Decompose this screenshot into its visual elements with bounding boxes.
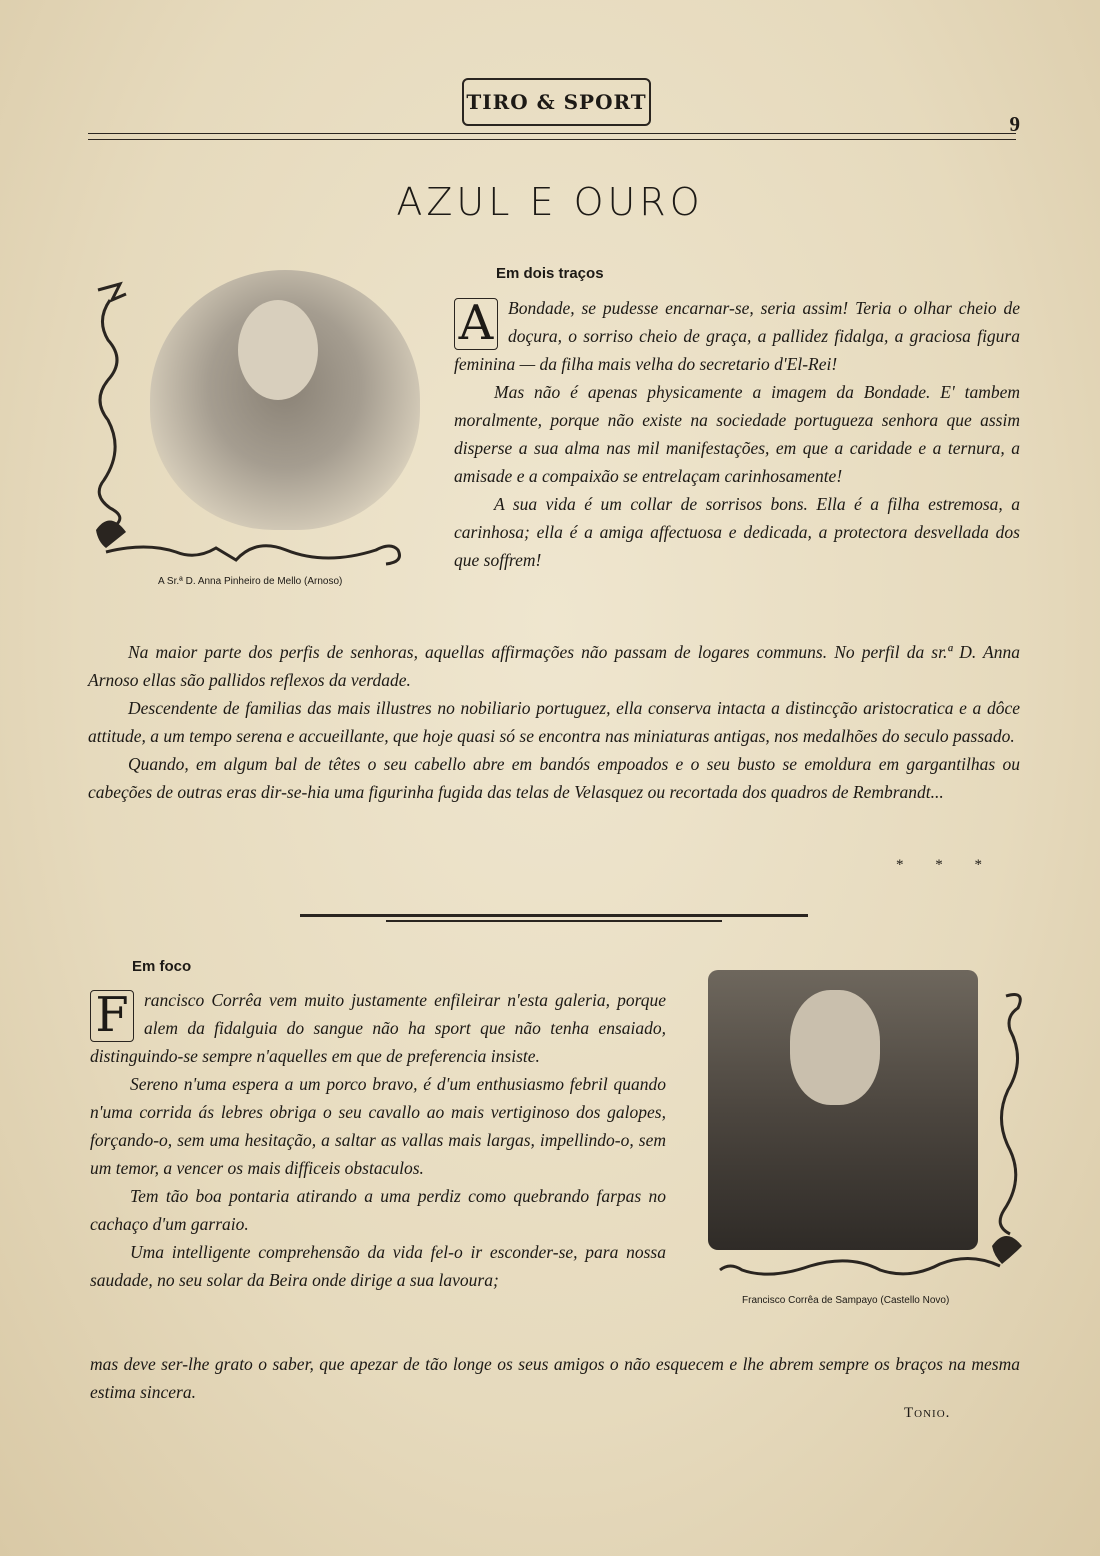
paragraph: A Bondade, se pudesse encarnar-se, seria assim! Teria o olhar cheio de doçura, o sorriso cheio de graça, a pallidez fidalga, a graciosa figura feminina — da filha mais velha do secretario d'El-Rei! <box>454 295 1020 374</box>
section-divider-thick <box>300 914 808 917</box>
page-number: 9 <box>1009 112 1020 136</box>
paragraph: Na maior parte dos perfis de senhoras, aquellas affirmações não passam de logares communs. No perfil da sr.ª D. Anna Arnoso ellas são pallidos reflexos da verdade. <box>88 642 1020 690</box>
dropcap-f: F <box>90 990 134 1042</box>
paragraph: Sereno n'uma espera a um porco bravo, é d'um enthusiasmo febril quando n'uma corrida ás lebres obriga o seu cavallo ao mais vertiginoso dos galopes, forçando-o, sem uma hesitação, a saltar as vallas mais largas, impellindo-o, sem um temor, a vencer os mais difficeis obstaculos. <box>90 1074 666 1178</box>
portrait-face <box>238 300 318 400</box>
paragraph: A sua vida é um collar de sorrisos bons. Ella é a filha estremosa, a carinhosa; ella é a amiga affectuosa e dedicada, a protectora desvellada dos que soffrem! <box>454 494 1020 570</box>
masthead-logo <box>462 78 651 126</box>
paragraph: F rancisco Corrêa vem muito justamente enfileirar n'esta galeria, porque alem da fidalguia do sangue não ha sport que não tenha ensaiado, distinguindo-se sempre n'aquelles em que de preferencia insiste. <box>90 987 666 1066</box>
section1-column-full <box>88 638 1020 806</box>
paragraph: Descendente de familias das mais illustres no nobiliario portuguez, ella conserva intacta a distincção aristocratica e a dôce attitude, a um tempo serena e accueillante, que hoje quasi só se encontra nas miniaturas antigas, nos medalhões do seculo passado. <box>88 698 1020 746</box>
page-title: AZUL E OURO <box>396 180 704 224</box>
caption-anna-arnoso: A Sr.ª D. Anna Pinheiro de Mello (Arnoso) <box>158 576 343 587</box>
header-rule-bottom <box>88 139 1016 140</box>
section-stars: * * * <box>896 857 996 873</box>
section-heading-em-foco: Em foco <box>132 958 192 975</box>
section-heading-em-dois-tracos: Em dois traços <box>496 265 604 282</box>
section1-column-narrow <box>454 294 1020 574</box>
paragraph: Tem tão boa pontaria atirando a uma perdiz como quebrando farpas no cachaço d'um garraio. <box>90 1186 666 1234</box>
dropcap-a: A <box>454 298 498 350</box>
portrait-face <box>790 990 880 1105</box>
paragraph: Uma intelligente comprehensão da vida fel-o ir esconder-se, para nossa saudade, no seu solar da Beira onde dirige a sua lavoura; <box>90 1242 666 1290</box>
paragraph: mas deve ser-lhe grato o saber, que apezar de tão longe os seus amigos o não esquecem e lhe abrem sempre os braços na mesma estima sincera. <box>90 1354 1020 1402</box>
header-rule-top <box>88 133 1016 134</box>
masthead-text: TIRO & SPORT <box>466 90 647 114</box>
section2-column-full <box>90 1350 1020 1406</box>
author-signature: Tonio. <box>904 1405 951 1421</box>
caption-francisco-correa: Francisco Corrêa de Sampayo (Castello Novo) <box>742 1295 950 1306</box>
section2-column-narrow <box>90 986 666 1294</box>
paragraph: Mas não é apenas physicamente a imagem da Bondade. E' tambem moralmente, porque não existe na sociedade portugueza senhora que assim disperse a sua alma nas mil manifestações, em que a caridade e a ternura, a amisade e a compaixão se entrelaçam carinhosamente! <box>454 382 1020 486</box>
paragraph: Quando, em algum bal de têtes o seu cabello abre em bandós empoados e o seu busto se emoldura em gargantilhas ou cabeções de outras eras dir-se-hia uma figurinha fugida das telas de Velasquez ou recortada dos quadros de Rembrandt... <box>88 754 1020 802</box>
section-divider-thin <box>386 920 722 922</box>
